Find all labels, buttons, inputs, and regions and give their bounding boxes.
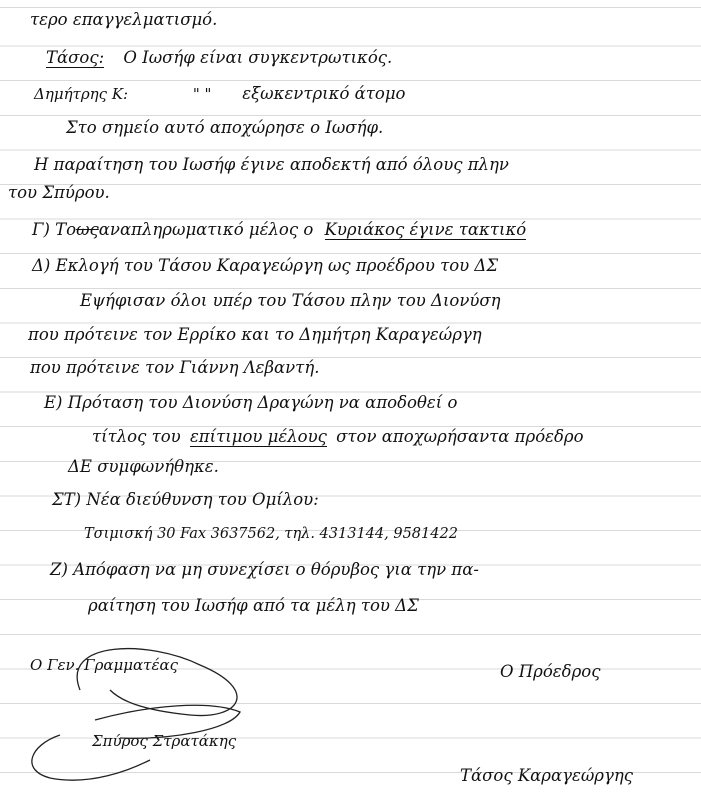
underlined-text: επίτιμου μέλους xyxy=(189,427,327,446)
item-text: αναπληρωματικό μέλος ο xyxy=(98,220,314,239)
speaker-label: Δημήτρης Κ: xyxy=(34,85,129,103)
text-line: του Σπύρου. xyxy=(8,183,110,202)
text-line: Ζ) Απόφαση να μη συνεχίσει ο θόρυβος για την πα- xyxy=(50,560,479,579)
ditto-marks: " " xyxy=(192,85,212,103)
struck-text: ως xyxy=(76,220,99,239)
text-line xyxy=(46,48,392,67)
text-line: Δ) Εκλογή του Τάσου Καραγεώργη ως προέδρου του ΔΣ xyxy=(32,256,499,275)
text-line: Εψήφισαν όλοι υπέρ του Τάσου πλην του Διονύση xyxy=(80,291,501,310)
text-line: Η παραίτηση του Ιωσήφ έγινε αποδεκτή από όλους πλην xyxy=(34,155,509,174)
secretary-label: Ο Γεν. Γραμματέας xyxy=(30,656,179,674)
text-line xyxy=(34,84,406,103)
text-line: που πρότεινε τον Γιάννη Λεβαντή. xyxy=(30,358,320,377)
text-line: Στο σημείο αυτό αποχώρησε ο Ιωσήφ. xyxy=(66,118,384,137)
item-text: στον αποχωρήσαντα πρόεδρο xyxy=(336,427,584,446)
text-line: που πρότεινε τον Ερρίκο και το Δημήτρη Καραγεώργη xyxy=(28,325,482,344)
text-line: ΣΤ) Νέα διεύθυνση του Ομίλου: xyxy=(52,490,319,509)
secretary-name: Σπύρος Στρατάκης xyxy=(92,732,237,750)
text-line: ραίτηση του Ιωσήφ από τα μέλη του ΔΣ xyxy=(88,596,419,615)
address-line: Τσιμισκή 30 Fax 3637562, τηλ. 4313144, 9581422 xyxy=(84,526,458,542)
item-prefix: Γ) Το xyxy=(32,220,77,239)
president-name: Τάσος Καραγεώργης xyxy=(460,766,634,785)
text-line: Ε) Πρόταση του Διονύση Δραγώνη να αποδοθεί ο xyxy=(44,393,458,412)
text-line xyxy=(32,220,526,239)
speaker-text: Ο Ιωσήφ είναι συγκεντρωτικός. xyxy=(123,48,393,67)
underlined-text: Κυριάκος έγινε τακτικό xyxy=(324,220,527,239)
speaker-text: εξωκεντρικό άτομο xyxy=(242,84,406,103)
text-line: ΔΕ συμφωνήθηκε. xyxy=(68,457,219,476)
president-label: Ο Πρόεδρος xyxy=(500,662,601,681)
text-line: τερο επαγγελματισμό. xyxy=(30,10,218,29)
item-text: τίτλος του xyxy=(92,427,181,446)
text-line xyxy=(92,427,584,446)
speaker-label: Τάσος: xyxy=(46,48,105,67)
